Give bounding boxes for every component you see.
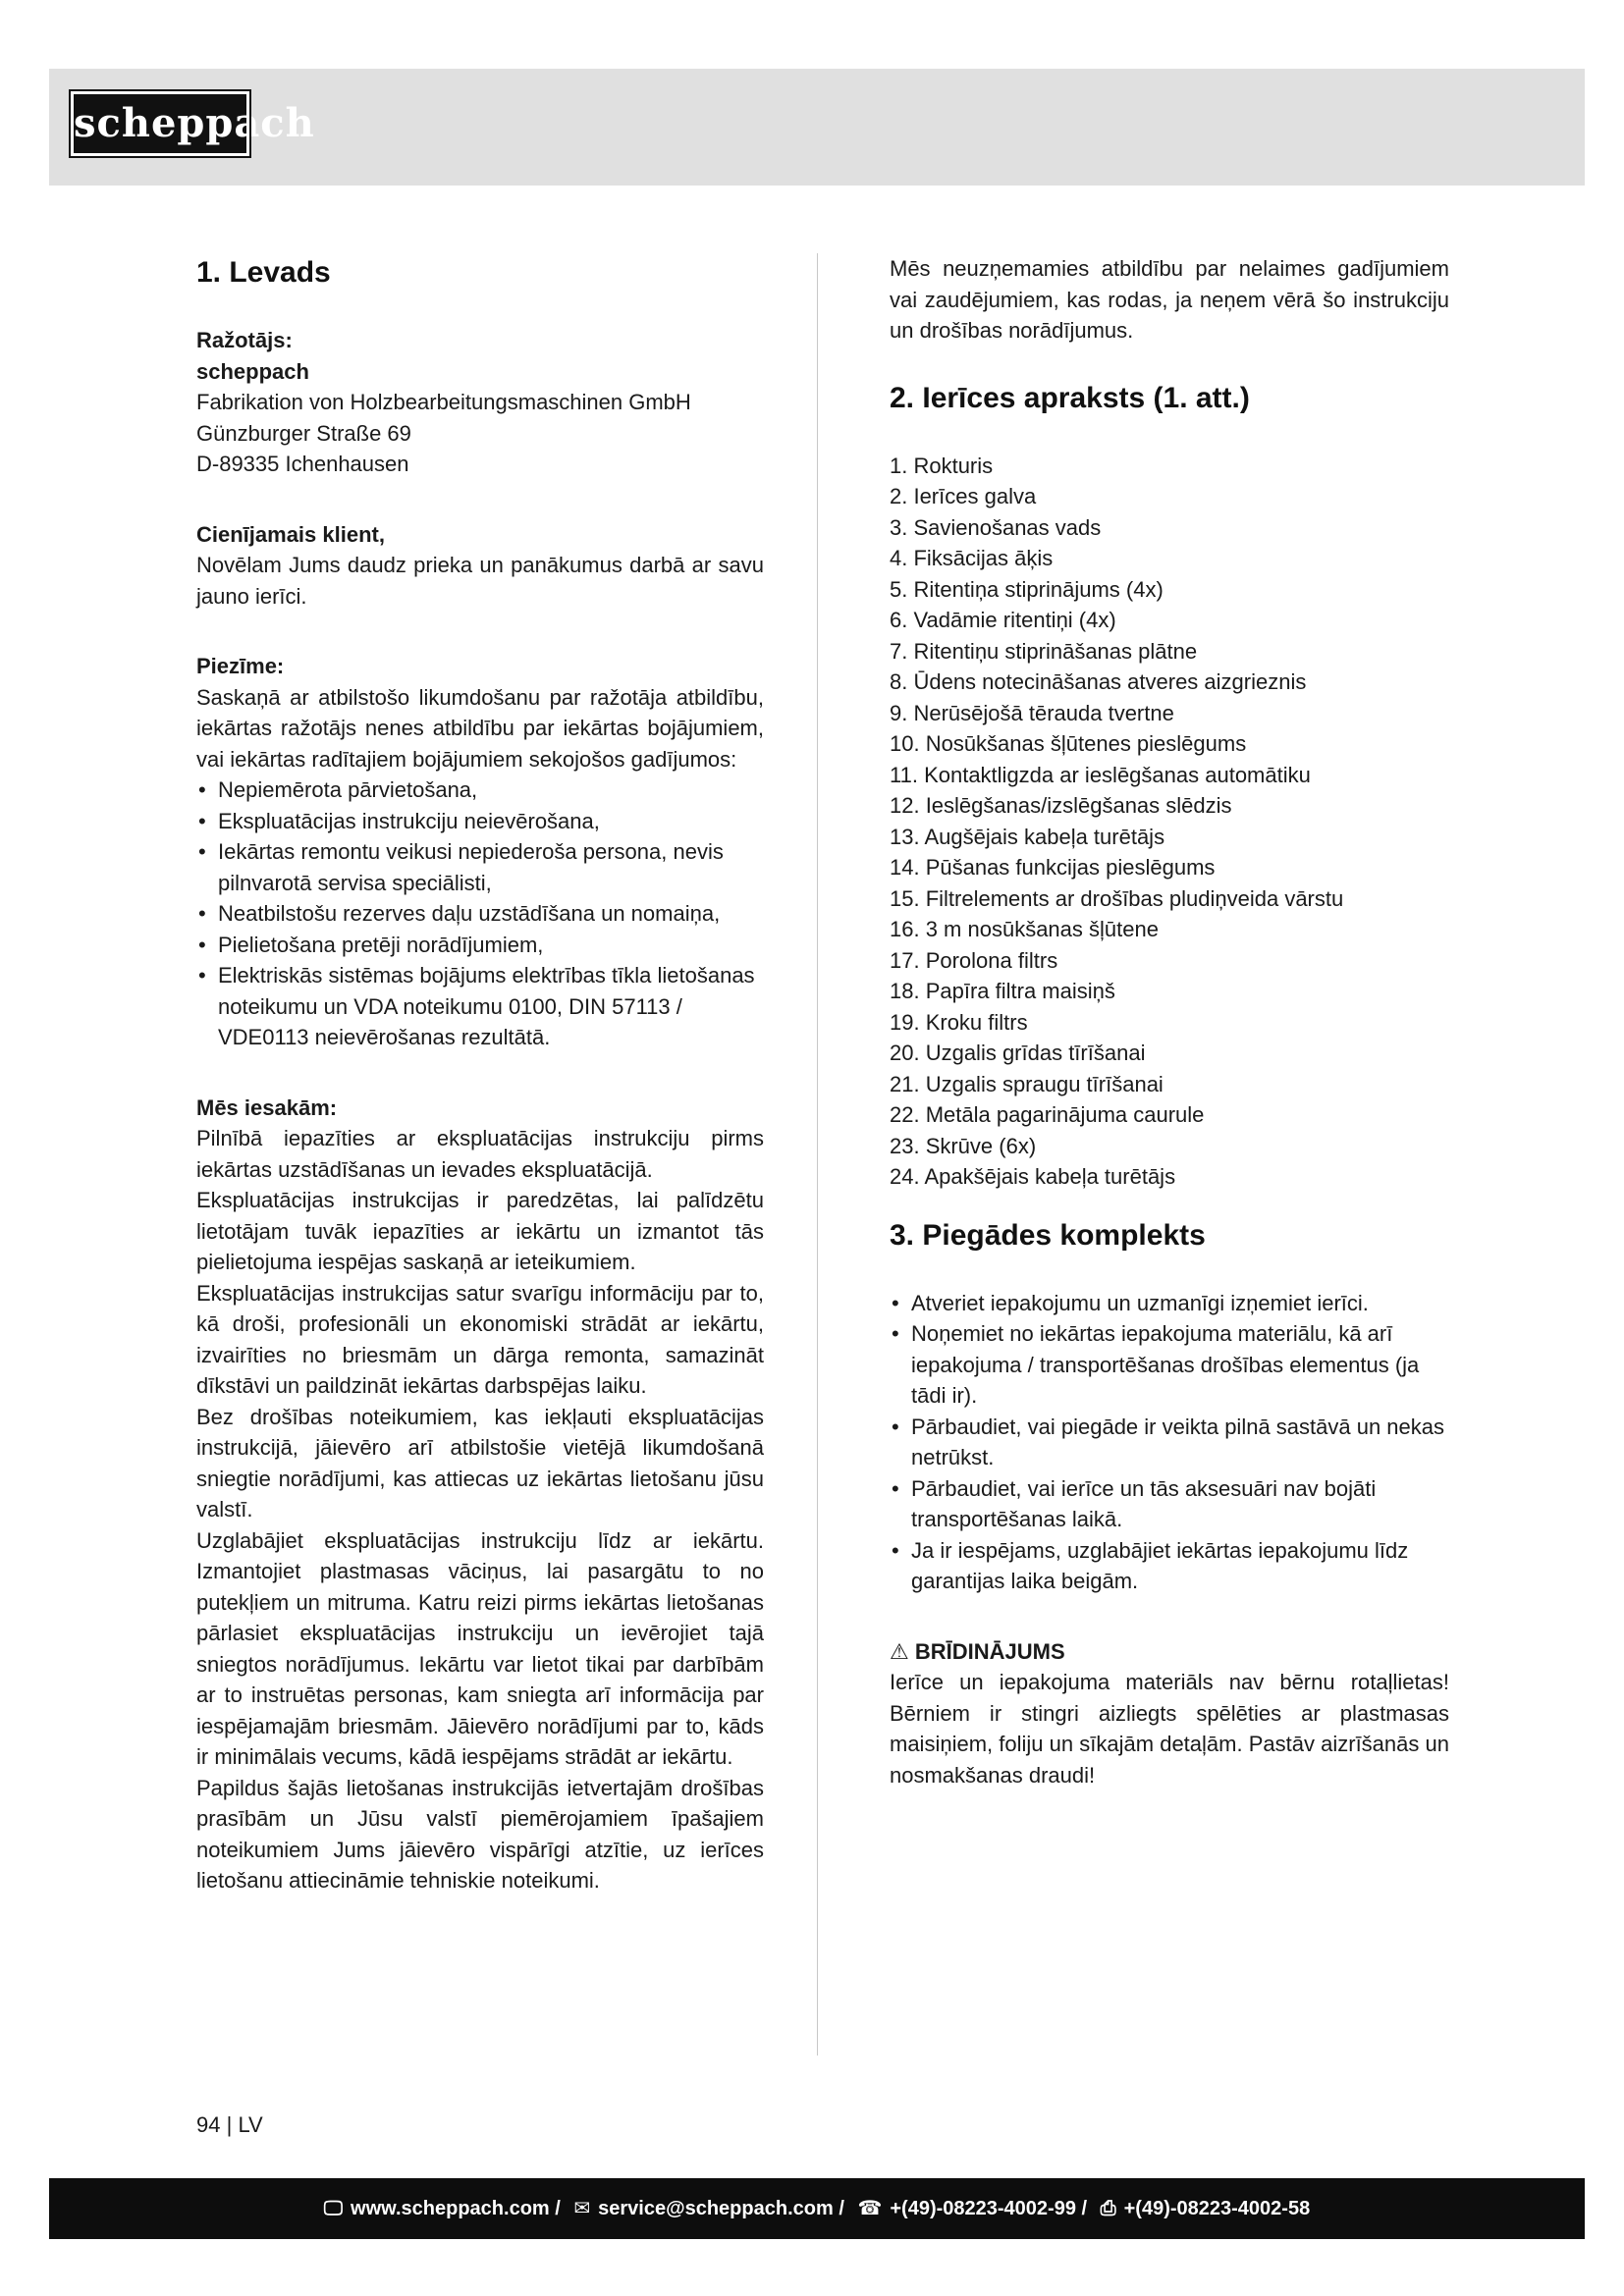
list-item: 9. Nerūsējošā tērauda tvertne [890, 700, 1174, 725]
recommend-title: Mēs iesakām: [196, 1095, 338, 1120]
list-item: 10. Nosūkšanas šļūtenes pieslēgums [890, 731, 1247, 756]
list-item: 20. Uzgalis grīdas tīrīšanai [890, 1041, 1146, 1065]
recommend-paragraph: Uzglabājiet ekspluatācijas instrukciju līdz ar iekārtu. Izmantojiet plastmasas vāciņus, lai pasargātu to no putekļiem un mitruma. Katru reizi pirms iekārtas lietošanas pārlasiet ekspluatācijas instrukciju un ievērojiet tajā sniegtos norādījumus. Iekārtu var lietot tikai par darbībām ar to instruētas personas, kam sniegta arī informācija par iespējamajām briesmām. Jāievēro norādījumi par to, kāds ir minimālais vecums, kādā iespējams strādāt ar iekārtu. [196, 1527, 764, 1769]
liability-text: Mēs neuzņemamies atbildību par nelaimes gadījumiem vai zaudējumiem, kas rodas, ja neņem vērā šo instrukciju un drošības norādījumus. [890, 256, 1449, 343]
footer-band [49, 2178, 1585, 2239]
manufacturer-line: Günzburger Straße 69 [196, 420, 411, 446]
recommend-paragraph: Papildus šajās lietošanas instrukcijās ietvertajām drošības prasībām un Jūsu valstī piemērojamiem īpašajiem noteikumiem Jums jāievēro vispārīgi atzītie, uz ierīces lietošanu attiecināmie tehniskie noteikumi. [196, 1775, 764, 1893]
footer-phone: +(49)-08223-4002-99 / [890, 2198, 1088, 2219]
recommend-paragraph: Bez drošības noteikumiem, kas iekļauti ekspluatācijas instrukcijā, jāievēro arī atbilstošie vietējā likumdošanā sniegtie norādījumi, kas attiecas uz iekārtas lietošanu jūsu valstī. [196, 1404, 764, 1522]
recommend-paragraph: Pilnībā iepazīties ar ekspluatācijas instrukciju pirms iekārtas uzstādīšanas un ievades ekspluatācijā. [196, 1126, 764, 1182]
manufacturer-line: Fabrikation von Holzbearbeitungsmaschinen GmbH [196, 390, 691, 414]
list-item: • Pārbaudiet, vai ierīce un tās aksesuāri nav bojāti transportēšanas laikā. [890, 1473, 1449, 1535]
note-text: Saskaņā ar atbilstošo likumdošanu par ražotāja atbildību, iekārtas ražotājs nenes atbildību par iekārtas bojājumiem, vai iekārtas radītajiem bojājumiem sekojošos gadījumos: [196, 684, 764, 772]
list-item: • Nepiemērota pārvietošana, [196, 774, 764, 806]
right-column [890, 253, 1449, 1790]
list-item: • Iekārtas remontu veikusi nepiederoša persona, nevis pilnvarotā servisa speciālisti, [196, 836, 764, 898]
page-language: LV [238, 2112, 263, 2137]
note-title: Piezīme: [196, 654, 285, 678]
list-item: • Pārbaudiet, vai piegāde ir veikta pilnā sastāvā un nekas netrūkst. [890, 1412, 1449, 1473]
list-item: 8. Ūdens notecināšanas atveres aizgrieznis [890, 669, 1307, 694]
list-item: 18. Papīra filtra maisiņš [890, 979, 1115, 1003]
manufacturer-line: D-89335 Ichenhausen [196, 452, 409, 476]
footer-website[interactable]: www.scheppach.com / [351, 2198, 561, 2219]
warning-text: Ierīce un iepakojuma materiāls nav bērnu rotaļlietas! Bērniem ir stingri aizliegts spēlēties ar plastmasas maisiņiem, foliju un sīkajām detaļām. Pastāv aizrīšanās un nosmakšanas draudi! [890, 1670, 1449, 1788]
warning-icon: ⚠ [890, 1638, 909, 1664]
list-item: 3. Savienošanas vads [890, 514, 1102, 540]
list-item: • Elektriskās sistēmas bojājums elektrības tīkla lietošanas noteikumu un VDA noteikumu 0100, DIN 57113 / VDE0113 neievērošanas rezultātā. [196, 960, 764, 1053]
section-title-description: 2. Ierīces apraksts (1. att.) [890, 381, 1250, 414]
list-item: 16. 3 m nosūkšanas šļūtene [890, 917, 1159, 941]
list-item: 22. Metāla pagarinājuma caurule [890, 1102, 1205, 1127]
manufacturer-name: scheppach [196, 358, 309, 384]
list-item: 1. Rokturis [890, 453, 994, 478]
list-item: 21. Uzgalis spraugu tīrīšanai [890, 1071, 1164, 1096]
list-item: 17. Porolona filtrs [890, 947, 1058, 973]
manufacturer-label: Ražotājs: [196, 328, 293, 352]
parts-list [890, 451, 1449, 1193]
list-item: 15. Filtrelements ar drošības pludiņveida vārstu [890, 885, 1344, 911]
recommend-paragraph: Ekspluatācijas instrukcijas ir paredzētas, lai palīdzētu lietotājam tuvāk iepazīties ar iekārtu un izmantot tās pielietojuma iespējas saskaņā ar ieteikumiem. [196, 1188, 764, 1274]
section-title-intro: 1. Levads [196, 256, 331, 289]
list-item: • Noņemiet no iekārtas iepakojuma materiālu, kā arī iepakojuma / transportēšanas drošības elementus (ja tādi ir). [890, 1318, 1449, 1412]
page-number [196, 2110, 263, 2140]
column-divider [817, 253, 818, 2056]
section-title-delivery: 3. Piegādes komplekts [890, 1218, 1206, 1252]
list-item: 11. Kontaktligzda ar ieslēgšanas automātiku [890, 762, 1311, 787]
list-item: 24. Apakšējais kabeļa turētājs [890, 1164, 1176, 1189]
fax-icon: ⎙ [1100, 2198, 1116, 2219]
footer-email[interactable]: service@scheppach.com / [598, 2198, 844, 2219]
list-item: • Ja ir iespējams, uzglabājiet iekārtas iepakojumu līdz garantijas laika beigām. [890, 1535, 1449, 1597]
phone-icon: ☎︎ [857, 2198, 883, 2219]
list-item: • Pielietošana pretēji norādījumiem, [196, 930, 764, 961]
warning-title: BRĪDINĀJUMS [914, 1638, 1065, 1664]
list-item: 23. Skrūve (6x) [890, 1133, 1037, 1158]
note-bullet-list [196, 774, 764, 1053]
list-item: 6. Vadāmie ritentiņi (4x) [890, 608, 1116, 632]
list-item: • Neatbilstošu rezerves daļu uzstādīšana un nomaiņa, [196, 898, 764, 930]
list-item: 14. Pūšanas funkcijas pieslēgums [890, 855, 1216, 880]
brand-logo[interactable]: scheppach [71, 91, 249, 156]
list-item: 7. Ritentiņu stiprināšanas plātne [890, 638, 1198, 664]
email-icon: ✉︎ [573, 2198, 591, 2219]
list-item: 13. Augšējais kabeļa turētājs [890, 824, 1165, 849]
list-item: 2. Ierīces galva [890, 484, 1037, 508]
list-item: 4. Fiksācijas āķis [890, 546, 1054, 570]
left-column [196, 253, 764, 1896]
list-item: 19. Kroku filtrs [890, 1009, 1028, 1035]
page-separator: | [226, 2112, 233, 2137]
page-number-value: 94 [196, 2112, 221, 2137]
footer-fax: +(49)-08223-4002-58 [1123, 2198, 1311, 2219]
monitor-icon: 🖵︎ [323, 2198, 344, 2219]
greeting-title: Cienījamais klient, [196, 521, 385, 547]
list-item: 5. Ritentiņa stiprinājums (4x) [890, 576, 1164, 602]
list-item: • Atveriet iepakojumu un uzmanīgi izņemiet ierīci. [890, 1288, 1449, 1319]
greeting-text: Novēlam Jums daudz prieka un panākumus darbā ar savu jauno ierīci. [196, 553, 764, 609]
recommend-paragraph: Ekspluatācijas instrukcijas satur svarīgu informāciju par to, kā droši, profesionāli un ekonomiski strādāt ar iekārtu, izvairīties no briesmām un dārga remonta, samazināt dīkstāvi un paildzināt iekārtas darbspējas laiku. [196, 1280, 764, 1398]
delivery-list [890, 1288, 1449, 1597]
list-item: • Ekspluatācijas instrukciju neievērošana, [196, 806, 764, 837]
warning-heading [890, 1636, 1449, 1668]
header-band [49, 69, 1585, 186]
list-item: 12. Ieslēgšanas/izslēgšanas slēdzis [890, 793, 1232, 818]
